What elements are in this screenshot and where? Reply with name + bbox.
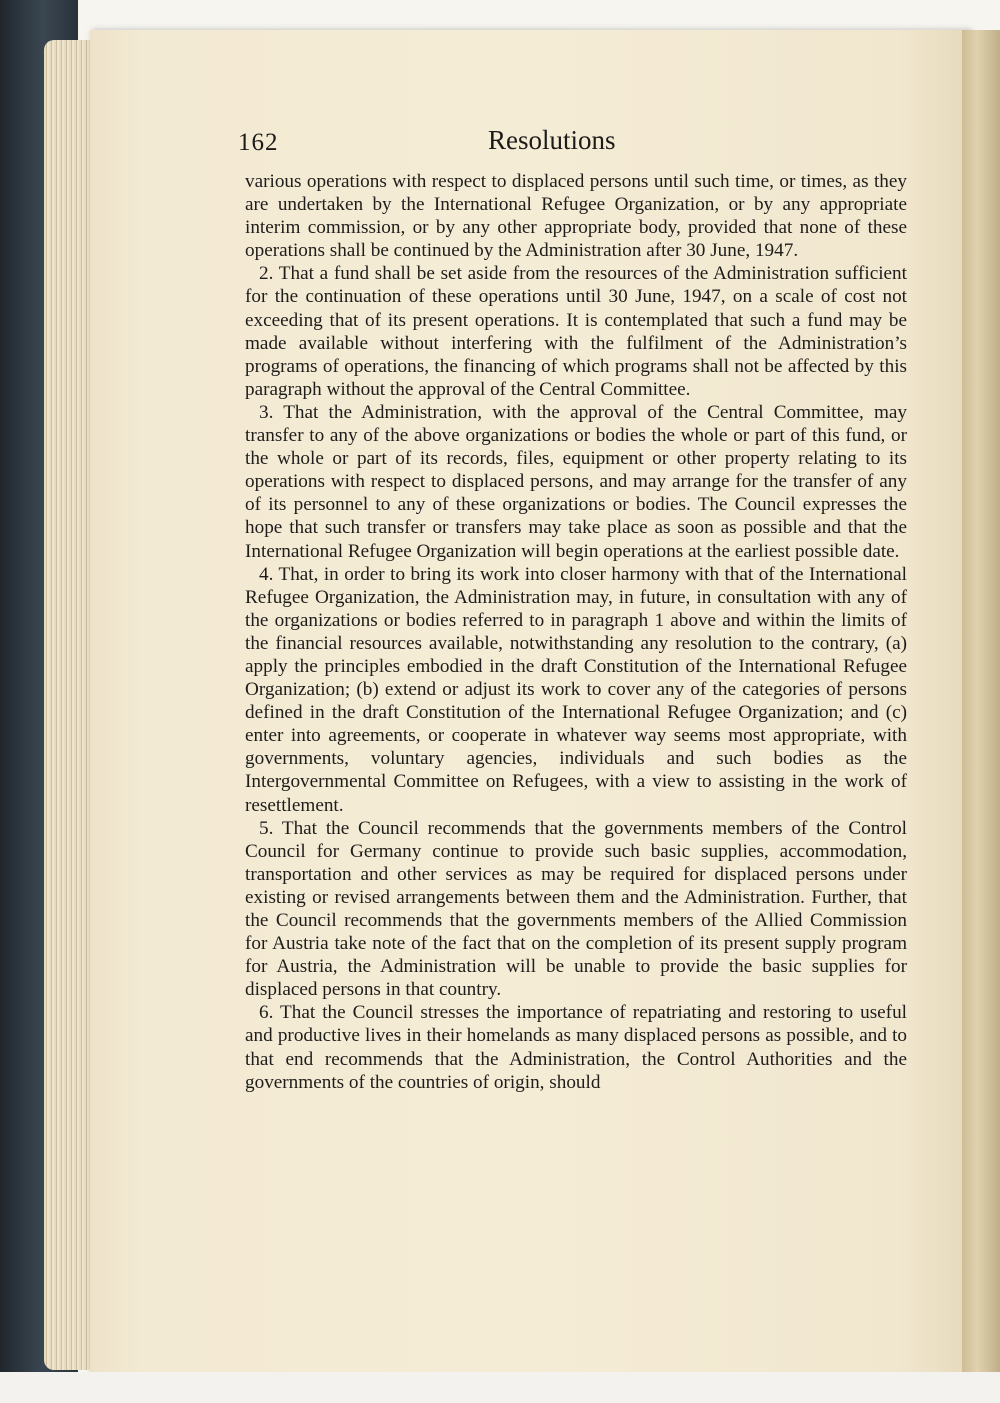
paragraph-6: 6. That the Council stresses the importance of repatriating and restoring to useful and productive lives in their homelands as many displaced persons as possible, and to that end recommends that the Administration, the Control Authorities and the governments of the countries of origin, should [245, 1002, 907, 1093]
page-number: 162 [238, 129, 279, 156]
paragraph-continuation: various operations with respect to displaced persons until such time, or times, as they are undertaken by the International Refugee Organization, or by any appropriate interim commission, or by any other appropriate body, provided that none of these operations shall be continued by the Administration after 30 June, 1947. [245, 171, 907, 262]
page-header [238, 125, 903, 169]
body-text [245, 170, 907, 1094]
running-title: Resolutions [488, 125, 616, 155]
paragraph-3: 3. That the Administration, with the approval of the Central Committee, may transfer to any of the above organizations or bodies the whole or part of this fund, or the whole or part of its records, files, equipment or other property relating to its operations with respect to displaced persons, and may arrange for the transfer of any of its personnel to any of these organizations or bodies. The Council expresses the hope that such transfer or transfers may take place as soon as possible and that the International Refugee Organization will begin operations at the earliest possible date. [245, 401, 907, 562]
facing-page-edge [962, 30, 1000, 1375]
paragraph-4: 4. That, in order to bring its work into closer harmony with that of the International Refugee Organization, the Administration may, in future, in consultation with any of the organizations or bodies referred to in paragraph 1 above and within the limits of the financial resources available, notwithstanding any resolution to the contrary, (a) apply the principles embodied in the draft Constitution of the International Refugee Organization; (b) extend or adjust its work to cover any of the categories of persons defined in the draft Constitution of the International Refugee Organization; and (c) enter into agreements, or cooperate in whatever way seems most appropriate, with governments, voluntary agencies, individuals and such bodies as the Intergovernmental Committee on Refugees, with a view to assisting in the work of resettlement. [245, 563, 907, 816]
paragraph-5: 5. That the Council recommends that the governments members of the Control Council for Germany continue to provide such basic supplies, accommodation, transportation and other services as may be required for displaced persons under existing or revised arrangements between them and the Administration. Further, that the Council recommends that the governments members of the Allied Commission for Austria take note of the fact that on the completion of its present supply program for Austria, the Administration will be unable to provide the basic supplies for displaced persons in that country. [245, 817, 907, 1001]
scan-bottom-margin [0, 1372, 1000, 1403]
paragraph-2: 2. That a fund shall be set aside from the resources of the Administration sufficient for the continuation of these operations until 30 June, 1947, on a scale of cost not exceeding that of its present operations. It is contemplated that such a fund may be made available without interfering with the fulfilment of the Administration’s programs of operations, the financing of which programs shall not be affected by this paragraph without the approval of the Central Committee. [245, 263, 907, 400]
